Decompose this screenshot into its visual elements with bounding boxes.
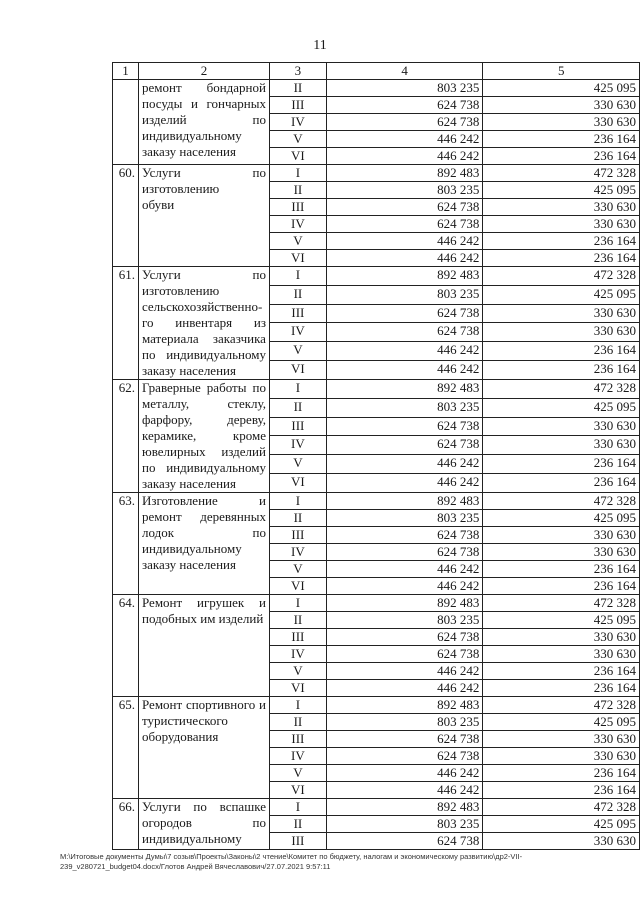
rate-value-col4: 446 242	[326, 782, 483, 799]
rate-value-col5: 425 095	[483, 80, 640, 97]
zone-index: III	[269, 97, 326, 114]
rate-value-col4: 446 242	[326, 455, 483, 474]
rate-value-col5: 425 095	[483, 510, 640, 527]
rate-value-col4: 446 242	[326, 765, 483, 782]
footer-path-line: M:\Итоговые документы Думы\7 созыв\Проекты\Законы\2 чтение\Комитет по бюджету, налогам и экономическому развитию\др2-VII-	[60, 852, 523, 861]
description-line: Изготовление и	[141, 493, 266, 508]
rate-value-col4: 803 235	[326, 398, 483, 417]
description-line: посуды и гончарных	[141, 96, 266, 111]
rate-value-col5: 425 095	[483, 182, 640, 199]
zone-index: II	[269, 510, 326, 527]
description-line: ремонт бондарной	[141, 80, 266, 95]
rate-value-col4: 892 483	[326, 799, 483, 816]
zone-index: I	[269, 380, 326, 399]
zone-index: VI	[269, 578, 326, 595]
zone-index: IV	[269, 544, 326, 561]
zone-index: II	[269, 182, 326, 199]
item-number: 60.	[113, 165, 139, 267]
rate-value-col5: 472 328	[483, 697, 640, 714]
zone-index: III	[269, 304, 326, 323]
column-header: 2	[138, 63, 269, 80]
description-line: огородов по	[141, 815, 266, 830]
rate-value-col4: 892 483	[326, 165, 483, 182]
rate-value-col5: 425 095	[483, 285, 640, 304]
rates-table	[112, 62, 640, 850]
item-number: 62.	[113, 380, 139, 493]
rate-value-col5: 425 095	[483, 398, 640, 417]
table-row	[113, 697, 640, 714]
description-line: изделий по	[141, 112, 266, 127]
rate-value-col5: 330 630	[483, 629, 640, 646]
description-line: заказу населения	[141, 476, 236, 491]
footer-path-line: 239_v280721_budget04.docx/Глотов Андрей Вячеславович/27.07.2021 9:57:11	[60, 862, 331, 871]
rate-value-col5: 330 630	[483, 436, 640, 455]
service-description	[138, 267, 269, 380]
zone-index: IV	[269, 436, 326, 455]
rate-value-col5: 236 164	[483, 455, 640, 474]
table-row	[113, 493, 640, 510]
rate-value-col4: 803 235	[326, 80, 483, 97]
rate-value-col5: 330 630	[483, 544, 640, 561]
rate-value-col4: 803 235	[326, 510, 483, 527]
table-row	[113, 595, 640, 612]
description-line: Услуги по	[141, 165, 266, 180]
rate-value-col5: 425 095	[483, 816, 640, 833]
description-line: по индивидуальному	[141, 347, 266, 362]
rate-value-col4: 624 738	[326, 527, 483, 544]
zone-index: V	[269, 131, 326, 148]
zone-index: I	[269, 799, 326, 816]
zone-index: IV	[269, 748, 326, 765]
rate-value-col5: 236 164	[483, 233, 640, 250]
zone-index: II	[269, 285, 326, 304]
rate-value-col4: 624 738	[326, 544, 483, 561]
description-line: Граверные работы по	[141, 380, 266, 395]
rate-value-col5: 330 630	[483, 323, 640, 342]
rate-value-col4: 624 738	[326, 323, 483, 342]
description-line: го инвентаря из	[141, 315, 266, 330]
description-line: лодок по	[141, 525, 266, 540]
rate-value-col4: 624 738	[326, 304, 483, 323]
description-line: обуви	[141, 197, 175, 212]
rate-value-col4: 446 242	[326, 233, 483, 250]
rate-value-col4: 624 738	[326, 748, 483, 765]
column-header: 4	[326, 63, 483, 80]
description-line: заказу населения	[141, 144, 236, 159]
rate-value-col5: 330 630	[483, 304, 640, 323]
rate-value-col4: 446 242	[326, 680, 483, 697]
rate-value-col5: 236 164	[483, 765, 640, 782]
rate-value-col4: 624 738	[326, 417, 483, 436]
zone-index: VI	[269, 250, 326, 267]
zone-index: II	[269, 398, 326, 417]
rate-value-col4: 803 235	[326, 714, 483, 731]
description-line: туристического	[141, 713, 228, 728]
zone-index: V	[269, 561, 326, 578]
rate-value-col4: 446 242	[326, 561, 483, 578]
rate-value-col4: 803 235	[326, 816, 483, 833]
zone-index: I	[269, 267, 326, 286]
service-description	[138, 799, 269, 850]
rate-value-col5: 330 630	[483, 833, 640, 850]
description-line: изготовлению	[141, 181, 220, 196]
description-line: материала заказчика	[141, 331, 266, 346]
zone-index: III	[269, 417, 326, 436]
rate-value-col5: 236 164	[483, 663, 640, 680]
item-number: 64.	[113, 595, 139, 697]
description-line: Ремонт игрушек и	[141, 595, 266, 610]
table-row	[113, 267, 640, 286]
description-line: металлу, стеклу,	[141, 396, 266, 411]
rate-value-col5: 236 164	[483, 578, 640, 595]
description-line: индивидуальному	[141, 831, 242, 846]
rate-value-col5: 330 630	[483, 114, 640, 131]
rate-value-col4: 446 242	[326, 131, 483, 148]
item-number: 65.	[113, 697, 139, 799]
description-line: Ремонт спортивного и	[141, 697, 266, 712]
description-line: керамике, кроме	[141, 428, 266, 443]
rate-value-col5: 330 630	[483, 731, 640, 748]
rate-value-col4: 892 483	[326, 380, 483, 399]
rate-value-col5: 330 630	[483, 527, 640, 544]
rate-value-col4: 624 738	[326, 833, 483, 850]
description-line: подобных им изделий	[141, 611, 264, 626]
rate-value-col5: 472 328	[483, 380, 640, 399]
description-line: заказу населения	[141, 363, 236, 378]
rate-value-col5: 472 328	[483, 267, 640, 286]
rate-value-col5: 330 630	[483, 97, 640, 114]
zone-index: II	[269, 816, 326, 833]
description-line: индивидуальному	[141, 128, 242, 143]
table-body	[113, 80, 640, 850]
rate-value-col5: 236 164	[483, 561, 640, 578]
rate-value-col4: 446 242	[326, 663, 483, 680]
zone-index: V	[269, 233, 326, 250]
zone-index: IV	[269, 646, 326, 663]
rate-value-col5: 236 164	[483, 148, 640, 165]
table-row	[113, 799, 640, 816]
rate-value-col4: 892 483	[326, 493, 483, 510]
rate-value-col5: 236 164	[483, 250, 640, 267]
zone-index: I	[269, 493, 326, 510]
zone-index: III	[269, 527, 326, 544]
zone-index: VI	[269, 474, 326, 493]
zone-index: III	[269, 199, 326, 216]
service-description	[138, 80, 269, 165]
rate-value-col5: 472 328	[483, 595, 640, 612]
zone-index: V	[269, 765, 326, 782]
zone-index: VI	[269, 680, 326, 697]
zone-index: I	[269, 697, 326, 714]
page-number: 11	[313, 38, 327, 53]
description-line: изготовлению	[141, 283, 220, 298]
rate-value-col4: 892 483	[326, 697, 483, 714]
zone-index: VI	[269, 782, 326, 799]
rate-value-col5: 330 630	[483, 216, 640, 233]
zone-index: VI	[269, 148, 326, 165]
column-header: 1	[113, 63, 139, 80]
rate-value-col5: 236 164	[483, 131, 640, 148]
rate-value-col5: 236 164	[483, 361, 640, 380]
table-row	[113, 165, 640, 182]
zone-index: I	[269, 165, 326, 182]
rate-value-col4: 446 242	[326, 250, 483, 267]
table-row	[113, 80, 640, 97]
zone-index: I	[269, 595, 326, 612]
service-description	[138, 493, 269, 595]
rate-value-col4: 446 242	[326, 148, 483, 165]
rate-value-col4: 624 738	[326, 731, 483, 748]
column-header: 3	[269, 63, 326, 80]
rate-value-col5: 236 164	[483, 474, 640, 493]
description-line: заказу населения	[141, 557, 236, 572]
rate-value-col5: 472 328	[483, 165, 640, 182]
zone-index: IV	[269, 114, 326, 131]
rate-value-col4: 624 738	[326, 216, 483, 233]
zone-index: III	[269, 629, 326, 646]
service-description	[138, 595, 269, 697]
rate-value-col5: 330 630	[483, 199, 640, 216]
rate-value-col4: 624 738	[326, 97, 483, 114]
zone-index: III	[269, 731, 326, 748]
rate-value-col4: 892 483	[326, 267, 483, 286]
rate-value-col4: 446 242	[326, 342, 483, 361]
zone-index: V	[269, 455, 326, 474]
item-number: 66.	[113, 799, 139, 850]
description-line: индивидуальному	[141, 541, 242, 556]
rate-value-col4: 624 738	[326, 436, 483, 455]
description-line: оборудования	[141, 729, 219, 744]
rate-value-col5: 236 164	[483, 680, 640, 697]
document-footer	[60, 852, 600, 872]
rate-value-col4: 624 738	[326, 199, 483, 216]
item-number: 61.	[113, 267, 139, 380]
zone-index: IV	[269, 323, 326, 342]
zone-index: II	[269, 80, 326, 97]
rate-value-col5: 330 630	[483, 748, 640, 765]
service-description	[138, 380, 269, 493]
item-number: 63.	[113, 493, 139, 595]
description-line: по индивидуальному	[141, 460, 266, 475]
rate-value-col4: 446 242	[326, 474, 483, 493]
zone-index: V	[269, 663, 326, 680]
description-line: ремонт деревянных	[141, 509, 266, 524]
description-line: сельскохозяйственно-	[141, 299, 263, 314]
rate-value-col4: 803 235	[326, 182, 483, 199]
rate-value-col5: 236 164	[483, 342, 640, 361]
rate-value-col5: 425 095	[483, 714, 640, 731]
zone-index: III	[269, 833, 326, 850]
rate-value-col4: 803 235	[326, 285, 483, 304]
rate-value-col4: 803 235	[326, 612, 483, 629]
zone-index: V	[269, 342, 326, 361]
description-line: Услуги по вспашке	[141, 799, 266, 814]
rate-value-col4: 446 242	[326, 578, 483, 595]
rate-value-col5: 425 095	[483, 612, 640, 629]
table-row	[113, 380, 640, 399]
table-header-row	[113, 63, 640, 80]
rate-value-col5: 236 164	[483, 782, 640, 799]
item-number	[113, 80, 139, 165]
column-header: 5	[483, 63, 640, 80]
rate-value-col5: 472 328	[483, 799, 640, 816]
rate-value-col5: 330 630	[483, 417, 640, 436]
rate-value-col4: 892 483	[326, 595, 483, 612]
rate-value-col4: 624 738	[326, 629, 483, 646]
zone-index: II	[269, 714, 326, 731]
service-description	[138, 165, 269, 267]
zone-index: IV	[269, 216, 326, 233]
zone-index: VI	[269, 361, 326, 380]
rate-value-col4: 624 738	[326, 114, 483, 131]
description-line: ювелирных изделий	[141, 444, 266, 459]
description-line: фарфору, дереву,	[141, 412, 266, 427]
zone-index: II	[269, 612, 326, 629]
rate-value-col5: 330 630	[483, 646, 640, 663]
rate-value-col4: 446 242	[326, 361, 483, 380]
rate-value-col4: 624 738	[326, 646, 483, 663]
service-description	[138, 697, 269, 799]
rate-value-col5: 472 328	[483, 493, 640, 510]
description-line: Услуги по	[141, 267, 266, 282]
